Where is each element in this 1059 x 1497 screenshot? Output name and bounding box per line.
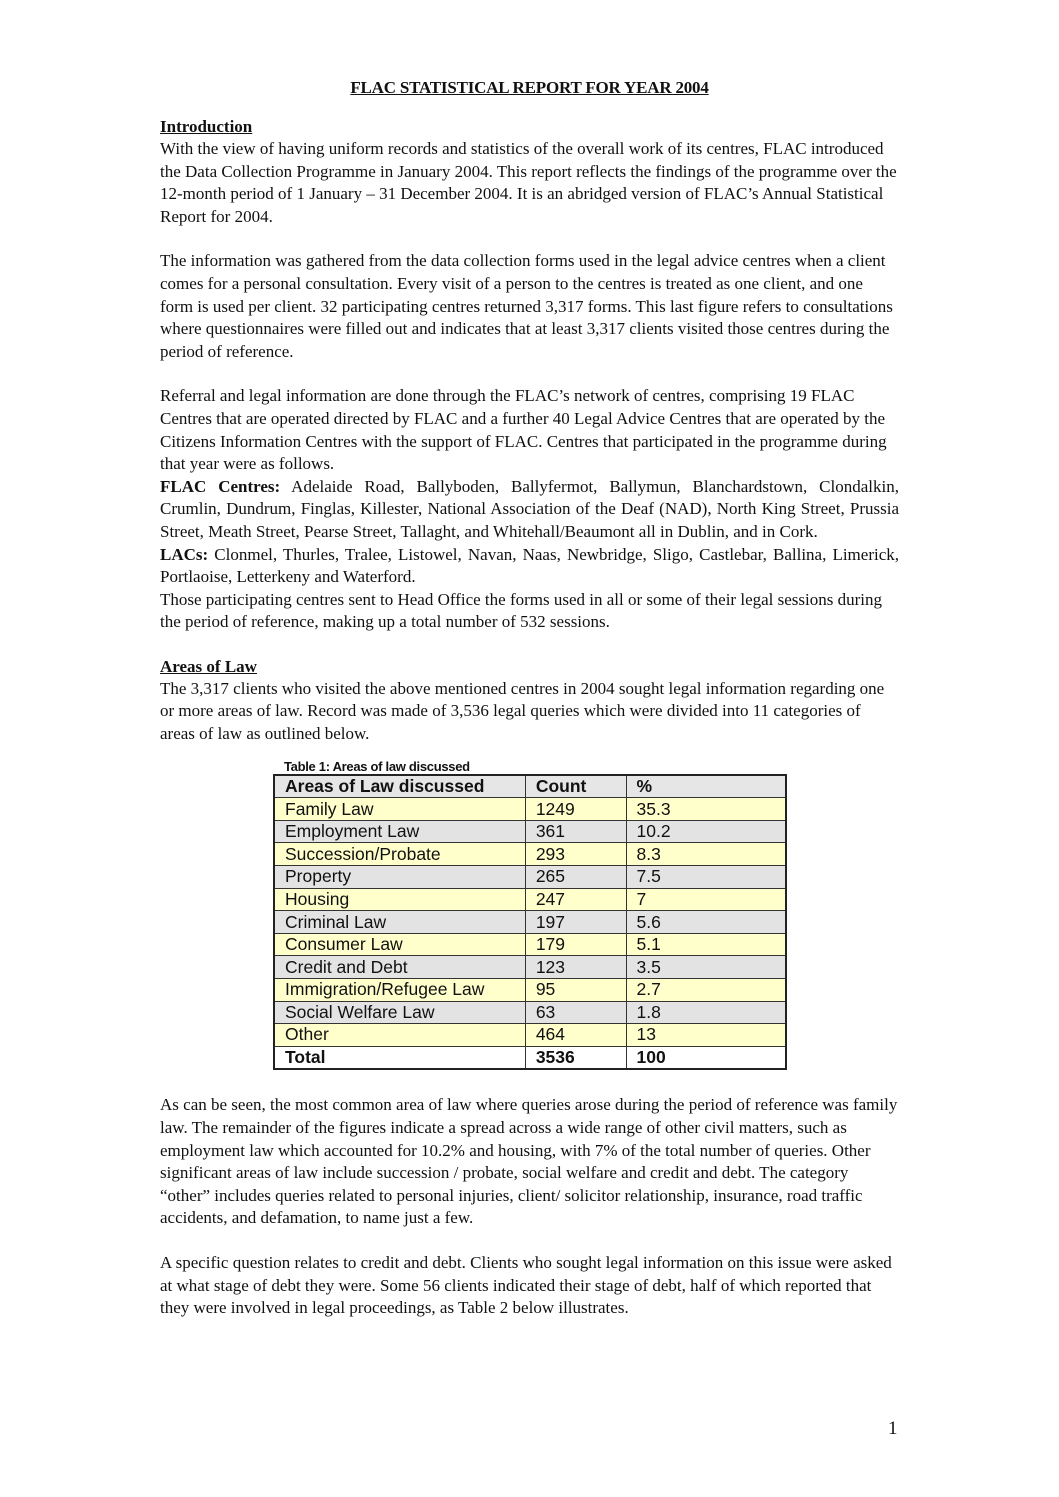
cell-count: 247 bbox=[525, 888, 626, 911]
table-row bbox=[274, 979, 786, 1002]
cell-area: Other bbox=[274, 1024, 525, 1047]
cell-percent: 5.6 bbox=[626, 911, 786, 934]
cell-count: 197 bbox=[525, 911, 626, 934]
cell-percent: 35.3 bbox=[626, 798, 786, 821]
lacs-label: LACs: bbox=[160, 544, 209, 564]
intro-paragraph-2: The information was gathered from the data collection forms used in the legal advice centres when a client comes for a personal consultation. Every visit of a person to the centres is treated as one client, and one form is used per client. 32 participating centres returned 3,317 forms. This last figure refers to consultations where questionnaires were filled out and indicates that at least 3,317 clients visited those centres during the period of reference. bbox=[160, 251, 893, 361]
table-header-row bbox=[274, 775, 786, 798]
total-percent: 100 bbox=[626, 1046, 786, 1069]
column-header-area: Areas of Law discussed bbox=[274, 775, 525, 798]
total-label: Total bbox=[274, 1046, 525, 1069]
cell-count: 179 bbox=[525, 933, 626, 956]
cell-percent: 1.8 bbox=[626, 1001, 786, 1024]
areas-paragraph-3: A specific question relates to credit and debt. Clients who sought legal information on this issue were asked at what stage of debt they were. Some 56 clients indicated their stage of debt, half of which reported that they were involved in legal proceedings, as Table 2 below illustrates. bbox=[160, 1252, 892, 1318]
table-row bbox=[274, 911, 786, 934]
cell-percent: 7 bbox=[626, 888, 786, 911]
cell-percent: 2.7 bbox=[626, 979, 786, 1002]
column-header-percent: % bbox=[626, 775, 786, 798]
cell-percent: 13 bbox=[626, 1024, 786, 1047]
flac-centres-list bbox=[160, 476, 899, 544]
table-row bbox=[274, 1001, 786, 1024]
cell-percent: 10.2 bbox=[626, 820, 786, 843]
cell-count: 1249 bbox=[525, 798, 626, 821]
lacs-list bbox=[160, 544, 899, 589]
cell-area: Employment Law bbox=[274, 820, 525, 843]
cell-area: Immigration/Refugee Law bbox=[274, 979, 525, 1002]
introduction-heading: Introduction bbox=[160, 117, 253, 136]
areas-of-law-table bbox=[273, 774, 787, 1071]
cell-percent: 7.5 bbox=[626, 866, 786, 889]
table-row bbox=[274, 933, 786, 956]
cell-count: 95 bbox=[525, 979, 626, 1002]
table-row bbox=[274, 866, 786, 889]
cell-count: 265 bbox=[525, 866, 626, 889]
cell-percent: 8.3 bbox=[626, 843, 786, 866]
cell-count: 464 bbox=[525, 1024, 626, 1047]
intro-paragraph-3: Referral and legal information are done through the FLAC’s network of centres, comprising 19 FLAC Centres that are operated directed by FLAC and a further 40 Legal Advice Centres that are operated by the Citizens Information Centres with the support of FLAC. Centres that participated in the programme during that year were as follows. bbox=[160, 386, 887, 474]
intro-paragraph-4: Those participating centres sent to Head Office the forms used in all or some of their legal sessions during the period of reference, making up a total number of 532 sessions. bbox=[160, 589, 882, 632]
cell-area: Consumer Law bbox=[274, 933, 525, 956]
cell-count: 293 bbox=[525, 843, 626, 866]
intro-paragraph-1: With the view of having uniform records and statistics of the overall work of its centres, FLAC introduced the Data Collection Programme in January 2004. This report reflects the findings of the programme over the 12-month period of 1 January – 31 December 2004. It is an abridged version of FLAC’s Annual Statistical Report for 2004. bbox=[160, 139, 897, 226]
document-page bbox=[160, 72, 899, 1320]
cell-count: 63 bbox=[525, 1001, 626, 1024]
table-row bbox=[274, 956, 786, 979]
cell-area: Property bbox=[274, 866, 525, 889]
cell-area: Housing bbox=[274, 888, 525, 911]
document-title: FLAC STATISTICAL REPORT FOR YEAR 2004 bbox=[350, 78, 709, 97]
cell-area: Family Law bbox=[274, 798, 525, 821]
cell-count: 361 bbox=[525, 820, 626, 843]
cell-area: Criminal Law bbox=[274, 911, 525, 934]
total-count: 3536 bbox=[525, 1046, 626, 1069]
table-row bbox=[274, 888, 786, 911]
cell-area: Succession/Probate bbox=[274, 843, 525, 866]
table-row bbox=[274, 843, 786, 866]
areas-paragraph-2: As can be seen, the most common area of law where queries arose during the period of reference was family law. The remainder of the figures indicate a spread across a wide range of other civil matters, such as employment law which accounted for 10.2% and housing, with 7% of the total number of queries. Other significant areas of law include succession / probate, social welfare and credit and debt. The category “other” includes queries related to personal injuries, client/ solicitor relationship, insurance, road traffic accidents, and defamation, to name just a few. bbox=[160, 1095, 898, 1228]
areas-paragraph-1: The 3,317 clients who visited the above mentioned centres in 2004 sought legal information regarding one or more areas of law. Record was made of 3,536 legal queries which were divided into 11 categories of areas of law as outlined below. bbox=[160, 678, 885, 744]
column-header-count: Count bbox=[525, 775, 626, 798]
areas-of-law-heading: Areas of Law bbox=[160, 656, 257, 676]
flac-centres-label: FLAC Centres: bbox=[160, 476, 281, 496]
cell-area: Credit and Debt bbox=[274, 956, 525, 979]
cell-count: 123 bbox=[525, 956, 626, 979]
table-row bbox=[274, 1024, 786, 1047]
flac-centres-text: Adelaide Road, Ballyboden, Ballyfermot, Ballymun, Blanchardstown, Clondalkin, Crumlin, Dundrum, Finglas, Killester, National Association of the Deaf (NAD), North King Street, Prussia Street, Meath Street, Pearse Street, Tallaght, and Whitehall/Beaumont all in Dublin, and in Cork. bbox=[160, 476, 899, 541]
cell-percent: 3.5 bbox=[626, 956, 786, 979]
cell-percent: 5.1 bbox=[626, 933, 786, 956]
page-number: 1 bbox=[888, 1418, 898, 1439]
cell-area: Social Welfare Law bbox=[274, 1001, 525, 1024]
table-caption: Table 1: Areas of law discussed bbox=[284, 758, 470, 774]
table-total-row bbox=[274, 1046, 786, 1069]
lacs-text: Clonmel, Thurles, Tralee, Listowel, Navan, Naas, Newbridge, Sligo, Castlebar, Ballina, Limerick, Portlaoise, Letterkeny and Waterford. bbox=[160, 544, 899, 587]
table-row bbox=[274, 820, 786, 843]
table-row bbox=[274, 798, 786, 821]
